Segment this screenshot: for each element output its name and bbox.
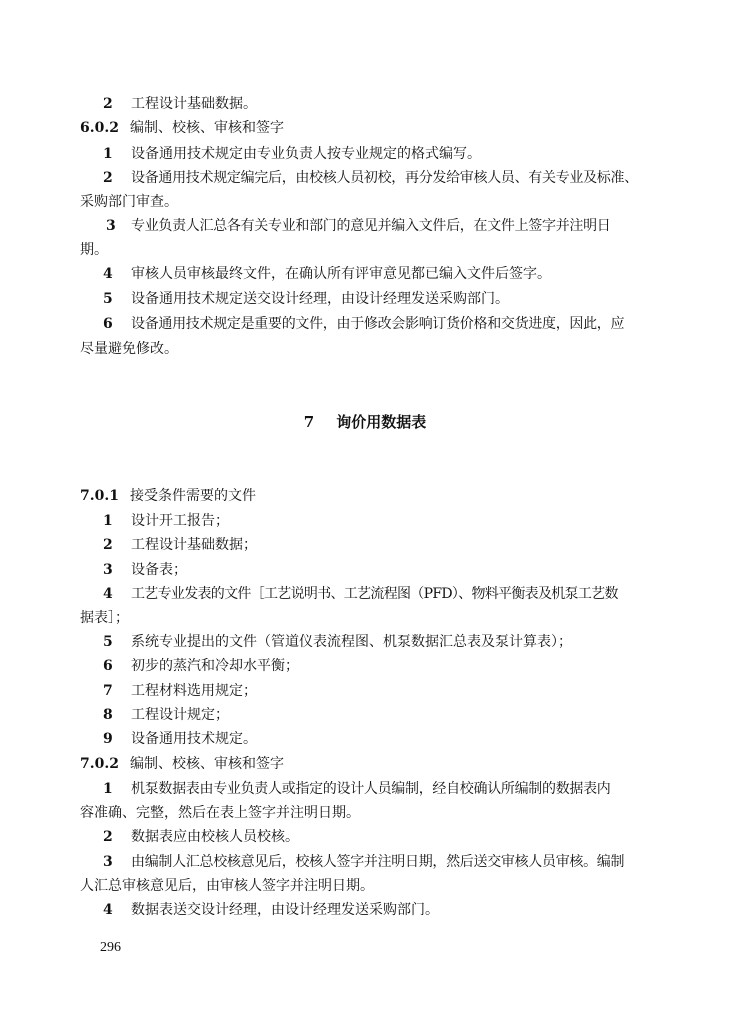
list-item-continuation: 期。 (80, 242, 108, 258)
item-text: 数据表应由校核人员校核。 (131, 829, 299, 845)
list-item (106, 216, 611, 236)
item-number: 5 (103, 634, 113, 650)
section-title: 接受条件需要的文件 (130, 488, 256, 504)
item-text: 设备通用技术规定由专业负责人按专业规定的格式编写。 (131, 146, 481, 162)
item-number: 2 (103, 537, 113, 553)
item-text: 设备通用技术规定是重要的文件，由于修改会影响订货价格和交货进度，因此，应 (131, 316, 625, 332)
list-item (103, 289, 509, 309)
list-item (103, 681, 257, 701)
section-heading-7-0-1 (80, 486, 256, 506)
list-item (103, 560, 187, 580)
item-text: 机泵数据表由专业负责人或指定的设计人员编制，经自校确认所编制的数据表内 (131, 781, 611, 797)
section-number: 7.0.2 (80, 756, 119, 772)
item-text: 初步的蒸汽和冷却水平衡； (131, 658, 299, 674)
item-text: 数据表送交设计经理，由设计经理发送采购部门。 (131, 902, 439, 918)
list-item (103, 827, 299, 847)
item-number: 4 (103, 586, 113, 602)
list-item (103, 584, 618, 604)
list-item-continuation: 容准确、完整，然后在表上签字并注明日期。 (80, 805, 360, 821)
item-number: 4 (103, 266, 113, 282)
list-item (103, 632, 572, 652)
list-item (103, 511, 229, 531)
item-number: 5 (103, 291, 113, 307)
item-number: 6 (103, 658, 113, 674)
list-item (103, 168, 638, 188)
list-item (103, 852, 624, 872)
item-text: 工程材料选用规定； (131, 683, 257, 699)
item-text: 设备通用技术规定。 (131, 731, 257, 747)
item-text: 专业负责人汇总各有关专业和部门的意见并编入文件后，在文件上签字并注明日 (131, 218, 611, 234)
list-item (103, 264, 551, 284)
item-number: 6 (103, 316, 113, 332)
page-number: 296 (100, 940, 121, 955)
item-number: 2 (103, 829, 113, 845)
item-number: 3 (103, 562, 113, 578)
list-item-continuation: 采购部门审查。 (80, 194, 178, 210)
item-text: 设备通用技术规定送交设计经理，由设计经理发送采购部门。 (131, 291, 509, 307)
item-number: 1 (103, 781, 113, 797)
list-item (103, 314, 624, 334)
section-heading-7-0-2 (80, 754, 284, 774)
item-text: 审核人员审核最终文件，在确认所有评审意见都已编入文件后签字。 (131, 266, 551, 282)
item-number: 3 (106, 218, 116, 234)
item-number: 4 (103, 902, 113, 918)
section-number: 6.0.2 (80, 120, 119, 136)
item-text: 由编制人汇总校核意见后，校核人签字并注明日期，然后送交审核人员审核。编制 (131, 854, 625, 870)
section-heading-6-0-2 (80, 118, 284, 138)
item-text: 设备表； (131, 562, 187, 578)
item-text: 系统专业提出的文件（管道仪表流程图、机泵数据汇总表及泵计算表）； (131, 634, 572, 650)
list-item (103, 144, 481, 164)
item-text: 工艺专业发表的文件［工艺说明书、工艺流程图（PFD）、物料平衡表及机泵工艺数 (131, 586, 618, 602)
chapter-number: 7 (303, 413, 315, 431)
list-item (103, 729, 257, 749)
item-number: 2 (103, 170, 113, 186)
list-item (103, 900, 439, 920)
list-item (103, 656, 299, 676)
list-item (103, 94, 257, 114)
item-text: 设备通用技术规定编完后，由校核人员初校，再分发给审核人员、有关专业及标准、 (131, 170, 638, 186)
list-item-continuation: 据表］； (80, 610, 129, 626)
item-number: 3 (103, 854, 113, 870)
section-number: 7.0.1 (80, 488, 119, 504)
section-title: 编制、校核、审核和签字 (130, 756, 284, 772)
item-number: 7 (103, 683, 113, 699)
item-text: 工程设计规定； (131, 707, 229, 723)
item-number: 1 (103, 513, 113, 529)
chapter-title: 询价用数据表 (336, 413, 427, 431)
item-number: 1 (103, 146, 113, 162)
item-text: 工程设计基础数据。 (131, 96, 257, 112)
item-text: 设计开工报告； (131, 513, 229, 529)
list-item-continuation: 尽量避免修改。 (80, 341, 178, 357)
chapter-heading (0, 411, 730, 433)
item-number: 8 (103, 707, 113, 723)
item-number: 9 (103, 731, 113, 747)
section-title: 编制、校核、审核和签字 (130, 120, 284, 136)
item-number: 2 (103, 96, 113, 112)
list-item (103, 705, 229, 725)
list-item-continuation: 人汇总审核意见后，由审核人签字并注明日期。 (80, 878, 374, 894)
list-item (103, 535, 257, 555)
list-item (103, 779, 611, 799)
item-text: 工程设计基础数据； (131, 537, 257, 553)
